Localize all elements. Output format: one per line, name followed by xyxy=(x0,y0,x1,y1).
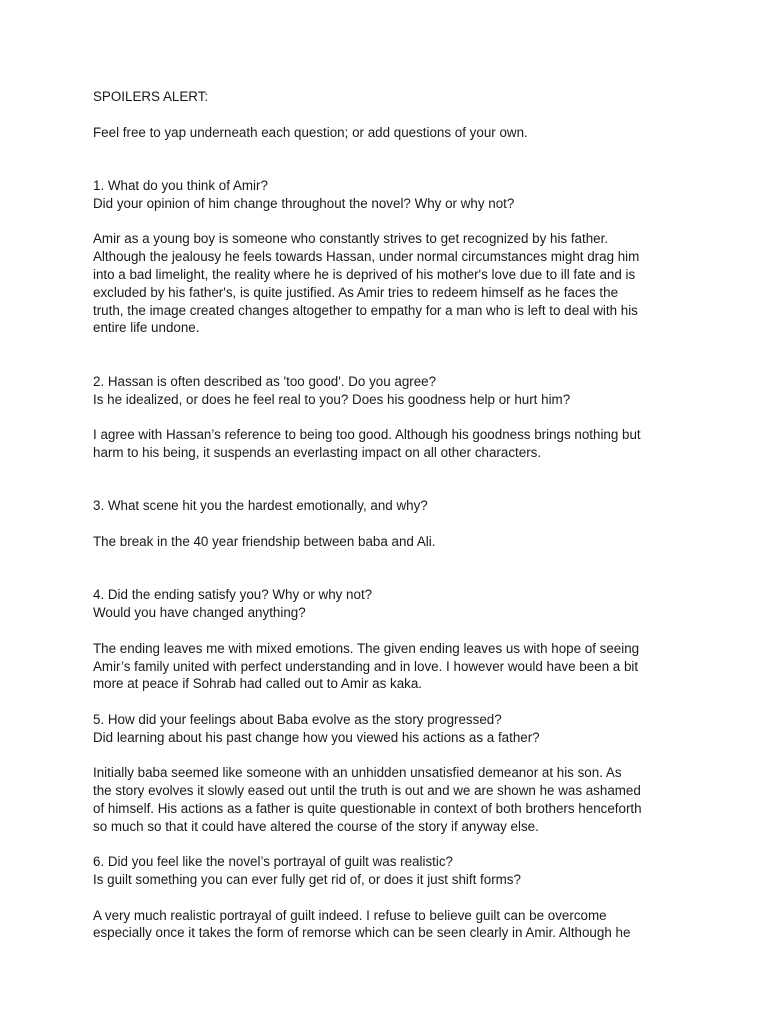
answer-line: I agree with Hassan’s reference to being too good. Although his goodness brings nothing but xyxy=(93,427,641,443)
section-2 xyxy=(93,373,693,462)
section-3 xyxy=(93,497,693,550)
answer-line: especially once it takes the form of remorse which can be seen clearly in Amir. Although he xyxy=(93,925,631,941)
section-1 xyxy=(93,177,693,337)
answer-3 xyxy=(93,533,693,551)
answer-line: into a bad limelight, the reality where he is deprived of his mother's love due to ill fate and is xyxy=(93,266,636,282)
answer-line: Amir’s family united with perfect understanding and in love. I however would have been a bit xyxy=(93,658,639,674)
document-intro: Feel free to yap underneath each question; or add questions of your own. xyxy=(93,124,528,140)
answer-line: Although the jealousy he feels towards Hassan, under normal circumstances might drag him xyxy=(93,249,640,265)
question-line: Would you have changed anything? xyxy=(93,605,306,621)
question-line: 5. How did your feelings about Baba evolve as the story progressed? xyxy=(93,711,502,727)
question-line: Is guilt something you can ever fully get rid of, or does it just shift forms? xyxy=(93,872,521,888)
answer-4 xyxy=(93,640,693,693)
answer-1 xyxy=(93,230,693,337)
question-line: Did your opinion of him change throughout the novel? Why or why not? xyxy=(93,195,515,211)
question-line: 1. What do you think of Amir? xyxy=(93,177,268,193)
answer-line: The ending leaves me with mixed emotions. The given ending leaves us with hope of seeing xyxy=(93,640,640,656)
question-4 xyxy=(93,586,693,622)
question-line: 2. Hassan is often described as 'too good'. Do you agree? xyxy=(93,373,437,389)
section-6 xyxy=(93,853,693,942)
answer-line: A very much realistic portrayal of guilt indeed. I refuse to believe guilt can be overcome xyxy=(93,907,607,923)
question-line: 6. Did you feel like the novel’s portrayal of guilt was realistic? xyxy=(93,854,453,870)
question-2 xyxy=(93,373,693,409)
answer-line: Initially baba seemed like someone with an unhidden unsatisfied demeanor at his son. As xyxy=(93,765,622,781)
question-line: Is he idealized, or does he feel real to you? Does his goodness help or hurt him? xyxy=(93,391,571,407)
question-line: 4. Did the ending satisfy you? Why or why not? xyxy=(93,587,373,603)
question-line: 3. What scene hit you the hardest emotionally, and why? xyxy=(93,498,428,514)
answer-line: so much so that it could have altered the course of the story if anyway else. xyxy=(93,818,539,834)
answer-6 xyxy=(93,907,693,943)
answer-line: excluded by his father's, is quite justified. As Amir tries to redeem himself as he faces the xyxy=(93,284,619,300)
answer-5 xyxy=(93,764,693,835)
answer-line: harm to his being, it suspends an everlasting impact on all other characters. xyxy=(93,444,542,460)
question-1 xyxy=(93,177,693,213)
document-page xyxy=(93,88,693,942)
question-3 xyxy=(93,497,693,515)
answer-line: the story evolves it slowly eased out until the truth is out and we are shown he was ashamed xyxy=(93,783,641,799)
question-5 xyxy=(93,711,693,747)
answer-line: The break in the 40 year friendship between baba and Ali. xyxy=(93,533,436,549)
answer-line: truth, the image created changes altogether to empathy for a man who is left to deal with his xyxy=(93,302,638,318)
answer-line: more at peace if Sohrab had called out to Amir as kaka. xyxy=(93,676,422,692)
answer-2 xyxy=(93,426,693,462)
section-4 xyxy=(93,586,693,693)
question-6 xyxy=(93,853,693,889)
question-line: Did learning about his past change how you viewed his actions as a father? xyxy=(93,729,540,745)
answer-line: of himself. His actions as a father is quite questionable in context of both brothers henceforth xyxy=(93,800,642,816)
answer-line: entire life undone. xyxy=(93,320,200,336)
document-heading: SPOILERS ALERT: xyxy=(93,89,209,104)
answer-line: Amir as a young boy is someone who constantly strives to get recognized by his father. xyxy=(93,231,609,247)
section-5 xyxy=(93,711,693,836)
